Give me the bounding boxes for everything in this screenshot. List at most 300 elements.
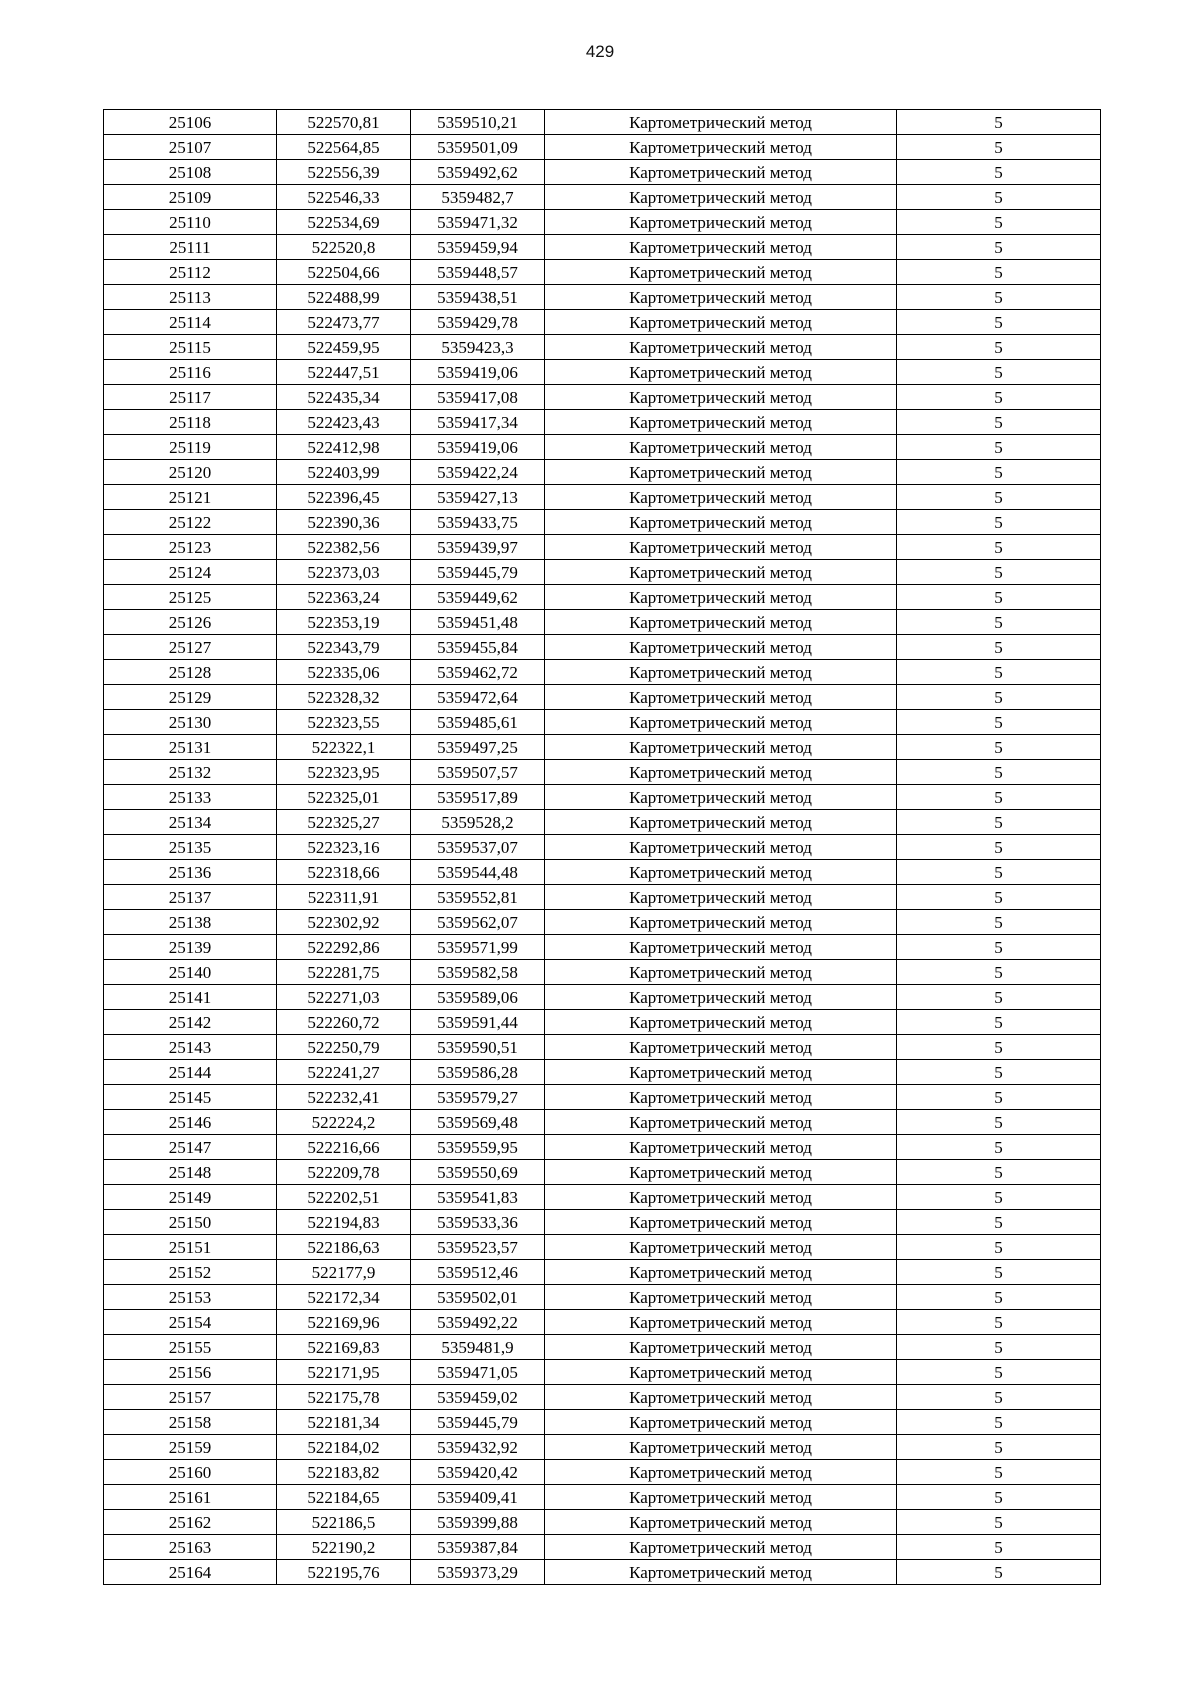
y-coordinate-cell: 5359471,05: [411, 1360, 545, 1385]
method-cell: Картометрический метод: [545, 1235, 897, 1260]
y-coordinate-cell: 5359528,2: [411, 810, 545, 835]
y-coordinate-cell: 5359569,48: [411, 1110, 545, 1135]
y-coordinate-cell: 5359449,62: [411, 585, 545, 610]
x-coordinate-cell: 522271,03: [277, 985, 411, 1010]
x-coordinate-cell: 522175,78: [277, 1385, 411, 1410]
x-coordinate-cell: 522390,36: [277, 510, 411, 535]
y-coordinate-cell: 5359433,75: [411, 510, 545, 535]
point-number-cell: 25130: [104, 710, 277, 735]
point-number-cell: 25122: [104, 510, 277, 535]
accuracy-cell: 5: [897, 510, 1101, 535]
point-number-cell: 25126: [104, 610, 277, 635]
table-row: [104, 1460, 1101, 1485]
x-coordinate-cell: 522412,98: [277, 435, 411, 460]
y-coordinate-cell: 5359497,25: [411, 735, 545, 760]
point-number-cell: 25156: [104, 1360, 277, 1385]
table-row: [104, 560, 1101, 585]
point-number-cell: 25135: [104, 835, 277, 860]
table-row: [104, 485, 1101, 510]
accuracy-cell: 5: [897, 1535, 1101, 1560]
x-coordinate-cell: 522473,77: [277, 310, 411, 335]
x-coordinate-cell: 522564,85: [277, 135, 411, 160]
point-number-cell: 25112: [104, 260, 277, 285]
point-number-cell: 25152: [104, 1260, 277, 1285]
accuracy-cell: 5: [897, 1335, 1101, 1360]
accuracy-cell: 5: [897, 1110, 1101, 1135]
x-coordinate-cell: 522322,1: [277, 735, 411, 760]
method-cell: Картометрический метод: [545, 1060, 897, 1085]
y-coordinate-cell: 5359459,02: [411, 1385, 545, 1410]
x-coordinate-cell: 522194,83: [277, 1210, 411, 1235]
accuracy-cell: 5: [897, 1310, 1101, 1335]
method-cell: Картометрический метод: [545, 285, 897, 310]
table-row: [104, 935, 1101, 960]
method-cell: Картометрический метод: [545, 1360, 897, 1385]
point-number-cell: 25110: [104, 210, 277, 235]
method-cell: Картометрический метод: [545, 335, 897, 360]
accuracy-cell: 5: [897, 935, 1101, 960]
y-coordinate-cell: 5359399,88: [411, 1510, 545, 1535]
y-coordinate-cell: 5359517,89: [411, 785, 545, 810]
method-cell: Картометрический метод: [545, 635, 897, 660]
point-number-cell: 25121: [104, 485, 277, 510]
point-number-cell: 25159: [104, 1435, 277, 1460]
table-row: [104, 1110, 1101, 1135]
method-cell: Картометрический метод: [545, 1535, 897, 1560]
table-row: [104, 1335, 1101, 1360]
table-row: [104, 1185, 1101, 1210]
method-cell: Картометрический метод: [545, 460, 897, 485]
y-coordinate-cell: 5359485,61: [411, 710, 545, 735]
table-row: [104, 635, 1101, 660]
accuracy-cell: 5: [897, 885, 1101, 910]
method-cell: Картометрический метод: [545, 685, 897, 710]
table-row: [104, 1210, 1101, 1235]
point-number-cell: 25144: [104, 1060, 277, 1085]
point-number-cell: 25113: [104, 285, 277, 310]
point-number-cell: 25120: [104, 460, 277, 485]
y-coordinate-cell: 5359429,78: [411, 310, 545, 335]
method-cell: Картометрический метод: [545, 1335, 897, 1360]
table-row: [104, 835, 1101, 860]
method-cell: Картометрический метод: [545, 560, 897, 585]
x-coordinate-cell: 522190,2: [277, 1535, 411, 1560]
x-coordinate-cell: 522325,01: [277, 785, 411, 810]
accuracy-cell: 5: [897, 1160, 1101, 1185]
x-coordinate-cell: 522186,5: [277, 1510, 411, 1535]
accuracy-cell: 5: [897, 1210, 1101, 1235]
method-cell: Картометрический метод: [545, 110, 897, 135]
table-row: [104, 785, 1101, 810]
y-coordinate-cell: 5359501,09: [411, 135, 545, 160]
x-coordinate-cell: 522323,95: [277, 760, 411, 785]
y-coordinate-cell: 5359492,22: [411, 1310, 545, 1335]
point-number-cell: 25107: [104, 135, 277, 160]
table-row: [104, 1385, 1101, 1410]
method-cell: Картометрический метод: [545, 1260, 897, 1285]
accuracy-cell: 5: [897, 360, 1101, 385]
table-row: [104, 1410, 1101, 1435]
point-number-cell: 25108: [104, 160, 277, 185]
accuracy-cell: 5: [897, 710, 1101, 735]
y-coordinate-cell: 5359523,57: [411, 1235, 545, 1260]
x-coordinate-cell: 522403,99: [277, 460, 411, 485]
x-coordinate-cell: 522281,75: [277, 960, 411, 985]
accuracy-cell: 5: [897, 335, 1101, 360]
accuracy-cell: 5: [897, 310, 1101, 335]
method-cell: Картометрический метод: [545, 660, 897, 685]
x-coordinate-cell: 522202,51: [277, 1185, 411, 1210]
y-coordinate-cell: 5359432,92: [411, 1435, 545, 1460]
y-coordinate-cell: 5359481,9: [411, 1335, 545, 1360]
accuracy-cell: 5: [897, 460, 1101, 485]
accuracy-cell: 5: [897, 685, 1101, 710]
table-row: [104, 1085, 1101, 1110]
x-coordinate-cell: 522459,95: [277, 335, 411, 360]
method-cell: Картометрический метод: [545, 935, 897, 960]
y-coordinate-cell: 5359512,46: [411, 1260, 545, 1285]
accuracy-cell: 5: [897, 1135, 1101, 1160]
table-row: [104, 535, 1101, 560]
table-row: [104, 810, 1101, 835]
x-coordinate-cell: 522343,79: [277, 635, 411, 660]
y-coordinate-cell: 5359417,08: [411, 385, 545, 410]
method-cell: Картометрический метод: [545, 1160, 897, 1185]
method-cell: Картометрический метод: [545, 360, 897, 385]
table-row: [104, 435, 1101, 460]
point-number-cell: 25139: [104, 935, 277, 960]
table-row: [104, 360, 1101, 385]
y-coordinate-cell: 5359459,94: [411, 235, 545, 260]
x-coordinate-cell: 522534,69: [277, 210, 411, 235]
method-cell: Картометрический метод: [545, 435, 897, 460]
table-row: [104, 135, 1101, 160]
x-coordinate-cell: 522328,32: [277, 685, 411, 710]
x-coordinate-cell: 522353,19: [277, 610, 411, 635]
table-row: [104, 1160, 1101, 1185]
point-number-cell: 25145: [104, 1085, 277, 1110]
x-coordinate-cell: 522209,78: [277, 1160, 411, 1185]
point-number-cell: 25151: [104, 1235, 277, 1260]
method-cell: Картометрический метод: [545, 610, 897, 635]
method-cell: Картометрический метод: [545, 1185, 897, 1210]
point-number-cell: 25106: [104, 110, 277, 135]
accuracy-cell: 5: [897, 1560, 1101, 1585]
point-number-cell: 25163: [104, 1535, 277, 1560]
accuracy-cell: 5: [897, 160, 1101, 185]
method-cell: Картометрический метод: [545, 410, 897, 435]
method-cell: Картометрический метод: [545, 585, 897, 610]
y-coordinate-cell: 5359445,79: [411, 1410, 545, 1435]
x-coordinate-cell: 522184,02: [277, 1435, 411, 1460]
method-cell: Картометрический метод: [545, 1385, 897, 1410]
y-coordinate-cell: 5359559,95: [411, 1135, 545, 1160]
method-cell: Картометрический метод: [545, 310, 897, 335]
point-number-cell: 25148: [104, 1160, 277, 1185]
table-row: [104, 285, 1101, 310]
accuracy-cell: 5: [897, 1260, 1101, 1285]
accuracy-cell: 5: [897, 210, 1101, 235]
y-coordinate-cell: 5359586,28: [411, 1060, 545, 1085]
point-number-cell: 25118: [104, 410, 277, 435]
accuracy-cell: 5: [897, 1235, 1101, 1260]
accuracy-cell: 5: [897, 610, 1101, 635]
method-cell: Картометрический метод: [545, 710, 897, 735]
x-coordinate-cell: 522232,41: [277, 1085, 411, 1110]
method-cell: Картометрический метод: [545, 510, 897, 535]
y-coordinate-cell: 5359387,84: [411, 1535, 545, 1560]
table-row: [104, 1510, 1101, 1535]
table-row: [104, 1235, 1101, 1260]
method-cell: Картометрический метод: [545, 260, 897, 285]
x-coordinate-cell: 522318,66: [277, 860, 411, 885]
accuracy-cell: 5: [897, 1510, 1101, 1535]
accuracy-cell: 5: [897, 1385, 1101, 1410]
y-coordinate-cell: 5359550,69: [411, 1160, 545, 1185]
method-cell: Картометрический метод: [545, 1210, 897, 1235]
point-number-cell: 25134: [104, 810, 277, 835]
accuracy-cell: 5: [897, 1010, 1101, 1035]
x-coordinate-cell: 522169,83: [277, 1335, 411, 1360]
point-number-cell: 25150: [104, 1210, 277, 1235]
accuracy-cell: 5: [897, 110, 1101, 135]
table-row: [104, 335, 1101, 360]
method-cell: Картометрический метод: [545, 1135, 897, 1160]
point-number-cell: 25149: [104, 1185, 277, 1210]
accuracy-cell: 5: [897, 485, 1101, 510]
y-coordinate-cell: 5359544,48: [411, 860, 545, 885]
table-row: [104, 410, 1101, 435]
y-coordinate-cell: 5359420,42: [411, 1460, 545, 1485]
x-coordinate-cell: 522396,45: [277, 485, 411, 510]
table-row: [104, 735, 1101, 760]
accuracy-cell: 5: [897, 1060, 1101, 1085]
x-coordinate-cell: 522195,76: [277, 1560, 411, 1585]
y-coordinate-cell: 5359423,3: [411, 335, 545, 360]
x-coordinate-cell: 522183,82: [277, 1460, 411, 1485]
point-number-cell: 25164: [104, 1560, 277, 1585]
accuracy-cell: 5: [897, 960, 1101, 985]
point-number-cell: 25160: [104, 1460, 277, 1485]
point-number-cell: 25161: [104, 1485, 277, 1510]
method-cell: Картометрический метод: [545, 1435, 897, 1460]
point-number-cell: 25109: [104, 185, 277, 210]
x-coordinate-cell: 522169,96: [277, 1310, 411, 1335]
accuracy-cell: 5: [897, 1185, 1101, 1210]
x-coordinate-cell: 522181,34: [277, 1410, 411, 1435]
table-row: [104, 760, 1101, 785]
method-cell: Картометрический метод: [545, 185, 897, 210]
y-coordinate-cell: 5359582,58: [411, 960, 545, 985]
point-number-cell: 25127: [104, 635, 277, 660]
point-number-cell: 25158: [104, 1410, 277, 1435]
table-row: [104, 1485, 1101, 1510]
x-coordinate-cell: 522260,72: [277, 1010, 411, 1035]
y-coordinate-cell: 5359472,64: [411, 685, 545, 710]
x-coordinate-cell: 522488,99: [277, 285, 411, 310]
x-coordinate-cell: 522447,51: [277, 360, 411, 385]
accuracy-cell: 5: [897, 535, 1101, 560]
method-cell: Картометрический метод: [545, 235, 897, 260]
method-cell: Картометрический метод: [545, 485, 897, 510]
table-row: [104, 1135, 1101, 1160]
point-number-cell: 25137: [104, 885, 277, 910]
y-coordinate-cell: 5359445,79: [411, 560, 545, 585]
point-number-cell: 25153: [104, 1285, 277, 1310]
method-cell: Картометрический метод: [545, 885, 897, 910]
table-row: [104, 260, 1101, 285]
table-row: [104, 385, 1101, 410]
accuracy-cell: 5: [897, 410, 1101, 435]
method-cell: Картометрический метод: [545, 1285, 897, 1310]
method-cell: Картометрический метод: [545, 860, 897, 885]
accuracy-cell: 5: [897, 260, 1101, 285]
method-cell: Картометрический метод: [545, 1035, 897, 1060]
point-number-cell: 25123: [104, 535, 277, 560]
x-coordinate-cell: 522556,39: [277, 160, 411, 185]
table-row: [104, 1310, 1101, 1335]
table-row: [104, 460, 1101, 485]
table-row: [104, 585, 1101, 610]
point-number-cell: 25124: [104, 560, 277, 585]
x-coordinate-cell: 522184,65: [277, 1485, 411, 1510]
x-coordinate-cell: 522323,55: [277, 710, 411, 735]
table-row: [104, 660, 1101, 685]
point-number-cell: 25114: [104, 310, 277, 335]
accuracy-cell: 5: [897, 1410, 1101, 1435]
accuracy-cell: 5: [897, 1435, 1101, 1460]
point-number-cell: 25116: [104, 360, 277, 385]
y-coordinate-cell: 5359589,06: [411, 985, 545, 1010]
y-coordinate-cell: 5359591,44: [411, 1010, 545, 1035]
accuracy-cell: 5: [897, 560, 1101, 585]
table-row: [104, 1035, 1101, 1060]
y-coordinate-cell: 5359439,97: [411, 535, 545, 560]
accuracy-cell: 5: [897, 1460, 1101, 1485]
x-coordinate-cell: 522302,92: [277, 910, 411, 935]
y-coordinate-cell: 5359502,01: [411, 1285, 545, 1310]
x-coordinate-cell: 522177,9: [277, 1260, 411, 1285]
y-coordinate-cell: 5359492,62: [411, 160, 545, 185]
accuracy-cell: 5: [897, 910, 1101, 935]
table-row: [104, 1060, 1101, 1085]
method-cell: Картометрический метод: [545, 1510, 897, 1535]
accuracy-cell: 5: [897, 185, 1101, 210]
x-coordinate-cell: 522382,56: [277, 535, 411, 560]
method-cell: Картометрический метод: [545, 135, 897, 160]
table-row: [104, 860, 1101, 885]
x-coordinate-cell: 522172,34: [277, 1285, 411, 1310]
point-number-cell: 25132: [104, 760, 277, 785]
point-number-cell: 25125: [104, 585, 277, 610]
table-row: [104, 235, 1101, 260]
y-coordinate-cell: 5359541,83: [411, 1185, 545, 1210]
point-number-cell: 25155: [104, 1335, 277, 1360]
method-cell: Картометрический метод: [545, 1010, 897, 1035]
accuracy-cell: 5: [897, 835, 1101, 860]
method-cell: Картометрический метод: [545, 960, 897, 985]
x-coordinate-cell: 522250,79: [277, 1035, 411, 1060]
y-coordinate-cell: 5359510,21: [411, 110, 545, 135]
table-row: [104, 160, 1101, 185]
x-coordinate-cell: 522363,24: [277, 585, 411, 610]
method-cell: Картометрический метод: [545, 985, 897, 1010]
accuracy-cell: 5: [897, 585, 1101, 610]
point-number-cell: 25131: [104, 735, 277, 760]
table-row: [104, 1560, 1101, 1585]
table-row: [104, 510, 1101, 535]
table-row: [104, 885, 1101, 910]
coordinates-table-body: [104, 110, 1101, 1585]
point-number-cell: 25147: [104, 1135, 277, 1160]
accuracy-cell: 5: [897, 1485, 1101, 1510]
point-number-cell: 25129: [104, 685, 277, 710]
accuracy-cell: 5: [897, 385, 1101, 410]
coordinates-table: [103, 109, 1101, 1585]
method-cell: Картометрический метод: [545, 1485, 897, 1510]
x-coordinate-cell: 522311,91: [277, 885, 411, 910]
table-row: [104, 1535, 1101, 1560]
y-coordinate-cell: 5359455,84: [411, 635, 545, 660]
x-coordinate-cell: 522423,43: [277, 410, 411, 435]
table-row: [104, 110, 1101, 135]
page-number: 429: [585, 42, 615, 61]
x-coordinate-cell: 522241,27: [277, 1060, 411, 1085]
method-cell: Картометрический метод: [545, 735, 897, 760]
point-number-cell: 25157: [104, 1385, 277, 1410]
accuracy-cell: 5: [897, 985, 1101, 1010]
x-coordinate-cell: 522186,63: [277, 1235, 411, 1260]
method-cell: Картометрический метод: [545, 210, 897, 235]
y-coordinate-cell: 5359409,41: [411, 1485, 545, 1510]
y-coordinate-cell: 5359471,32: [411, 210, 545, 235]
point-number-cell: 25128: [104, 660, 277, 685]
table-row: [104, 185, 1101, 210]
y-coordinate-cell: 5359417,34: [411, 410, 545, 435]
point-number-cell: 25154: [104, 1310, 277, 1335]
table-row: [104, 1260, 1101, 1285]
method-cell: Картометрический метод: [545, 760, 897, 785]
table-row: [104, 910, 1101, 935]
accuracy-cell: 5: [897, 1035, 1101, 1060]
method-cell: Картометрический метод: [545, 1310, 897, 1335]
point-number-cell: 25143: [104, 1035, 277, 1060]
point-number-cell: 25117: [104, 385, 277, 410]
x-coordinate-cell: 522323,16: [277, 835, 411, 860]
y-coordinate-cell: 5359590,51: [411, 1035, 545, 1060]
point-number-cell: 25136: [104, 860, 277, 885]
point-number-cell: 25133: [104, 785, 277, 810]
table-row: [104, 960, 1101, 985]
accuracy-cell: 5: [897, 860, 1101, 885]
y-coordinate-cell: 5359419,06: [411, 360, 545, 385]
accuracy-cell: 5: [897, 785, 1101, 810]
x-coordinate-cell: 522335,06: [277, 660, 411, 685]
table-row: [104, 610, 1101, 635]
point-number-cell: 25115: [104, 335, 277, 360]
y-coordinate-cell: 5359422,24: [411, 460, 545, 485]
x-coordinate-cell: 522546,33: [277, 185, 411, 210]
method-cell: Картометрический метод: [545, 1460, 897, 1485]
accuracy-cell: 5: [897, 435, 1101, 460]
method-cell: Картометрический метод: [545, 910, 897, 935]
y-coordinate-cell: 5359562,07: [411, 910, 545, 935]
y-coordinate-cell: 5359533,36: [411, 1210, 545, 1235]
accuracy-cell: 5: [897, 235, 1101, 260]
x-coordinate-cell: 522216,66: [277, 1135, 411, 1160]
method-cell: Картометрический метод: [545, 1560, 897, 1585]
table-row: [104, 310, 1101, 335]
